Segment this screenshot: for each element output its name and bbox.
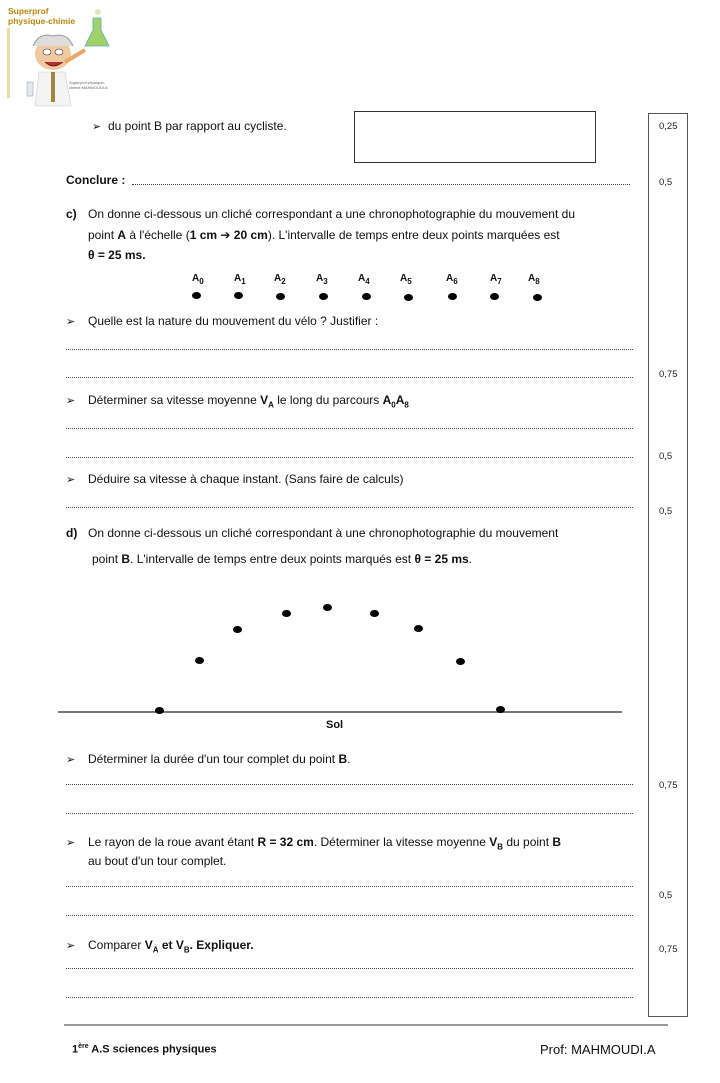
- answer-line[interactable]: [66, 784, 633, 785]
- point-b: [496, 706, 505, 713]
- text: A.S sciences physiques: [88, 1043, 217, 1056]
- answer-line[interactable]: [66, 349, 633, 350]
- question-vitesse-instant: [66, 470, 404, 489]
- arrow-bullet-icon: ➢: [66, 474, 76, 486]
- point-b: [370, 610, 379, 617]
- text: B: [338, 752, 348, 766]
- text: A: [117, 228, 127, 242]
- point-a4: [362, 293, 371, 300]
- point-a0: [192, 292, 201, 299]
- superprof-logo: [5, 2, 117, 110]
- section-c-line1: On donne ci-dessous un cliché correspondant a une chronophotographie du mouvement du: [88, 207, 575, 221]
- text: R = 32 cm: [257, 835, 314, 849]
- answer-line[interactable]: [66, 813, 633, 814]
- text: ). L'intervalle de temps entre deux points marquées est: [267, 228, 560, 242]
- section-c-theta: θ = 25 ms.: [88, 248, 146, 262]
- question-text: du point B par rapport au cycliste.: [108, 119, 287, 133]
- path-a0a8: $A_0A_8$: [382, 393, 409, 410]
- arrow-bullet-icon: ➢: [66, 837, 76, 849]
- point-a1: [234, 292, 243, 299]
- question-point-b-relative: [92, 117, 287, 136]
- text: point: [92, 552, 122, 566]
- arrow-bullet-icon: ➢: [92, 121, 102, 133]
- answer-line[interactable]: [66, 997, 633, 998]
- arrow-bullet-icon: ➢: [66, 316, 76, 328]
- point-b: [282, 610, 291, 617]
- mark-value: 0,5: [659, 451, 673, 462]
- section-d-line2: [92, 550, 472, 568]
- point-label-a1: $A_1$: [234, 273, 246, 286]
- logo-title-line2: physique-chimie: [8, 16, 76, 26]
- text: . L'intervalle de temps entre deux points marqués est: [130, 552, 415, 566]
- compare-text: $V_A$ et $V_B$. Expliquer.: [144, 938, 254, 955]
- text: .: [468, 552, 473, 566]
- answer-line[interactable]: [66, 457, 633, 458]
- footer-level: [72, 1038, 217, 1059]
- question-duree-tour: [66, 750, 350, 769]
- answer-line[interactable]: [132, 184, 630, 185]
- footer-divider: [64, 1024, 668, 1026]
- mark-value: 0,75: [659, 780, 678, 791]
- point-a8: [533, 294, 542, 301]
- point-b: [456, 658, 465, 665]
- answer-line[interactable]: [66, 507, 633, 508]
- point-a6: [448, 293, 457, 300]
- text: Déterminer sa vitesse moyenne: [88, 393, 261, 407]
- footer-author: Prof: MAHMOUDI.A: [540, 1042, 656, 1057]
- point-label-a6: $A_6$: [446, 273, 458, 286]
- answer-line[interactable]: [66, 428, 633, 429]
- question-nature-mouvement: [66, 312, 378, 331]
- point-b: [323, 604, 332, 611]
- point-b: [195, 657, 204, 664]
- text: Le rayon de la roue avant étant: [88, 835, 258, 849]
- logo-title-line1: Superprof: [8, 6, 49, 16]
- point-label-a2: $A_2$: [274, 273, 286, 286]
- section-c-label: c): [66, 207, 77, 221]
- text: ère: [78, 1043, 89, 1050]
- conclure-label: Conclure :: [66, 173, 126, 187]
- text: 1 cm: [189, 228, 218, 242]
- section-d-line1: On donne ci-dessous un cliché correspondant à une chronophotographie du mouvement: [88, 526, 559, 540]
- mark-value: 0,25: [659, 121, 678, 132]
- text: .: [347, 752, 351, 766]
- scientist-illustration-icon: [5, 2, 117, 110]
- mark-value: 0,75: [659, 944, 678, 955]
- point-label-a0: $A_0$: [192, 273, 204, 286]
- question-text: Déduire sa vitesse à chaque instant. (Sans faire de calculs): [88, 472, 404, 486]
- ground-line: [58, 711, 622, 713]
- question-vitesse-moyenne-va: [66, 391, 409, 414]
- logo-caption: Superprof physique-chimie MAHMOUDI.A: [69, 80, 108, 90]
- answer-line[interactable]: [66, 968, 633, 969]
- point-a2: [276, 293, 285, 300]
- mark-value: 0,5: [659, 177, 673, 188]
- point-a5: [404, 294, 413, 301]
- var-va: $V_A$: [260, 393, 274, 410]
- text: 20 cm: [233, 228, 268, 242]
- section-d-label: d): [66, 526, 78, 540]
- section-c-line2: [88, 226, 560, 244]
- arrow-bullet-icon: ➢: [66, 754, 76, 766]
- point-label-a4: $A_4$: [358, 273, 370, 286]
- text: B: [552, 835, 562, 849]
- text: 1: [72, 1043, 79, 1056]
- answer-line[interactable]: [66, 886, 633, 887]
- point-label-a3: $A_3$: [316, 273, 328, 286]
- answer-line[interactable]: [66, 915, 633, 916]
- right-arrow-icon: ➔: [220, 228, 231, 242]
- point-b: [155, 707, 164, 714]
- marks-column: [648, 113, 688, 1017]
- question-text: Quelle est la nature du mouvement du vélo ? Justifier :: [88, 314, 379, 328]
- answer-box[interactable]: [354, 111, 596, 163]
- arrow-bullet-icon: ➢: [66, 395, 76, 407]
- question-vb-line2: au bout d'un tour complet.: [88, 854, 227, 868]
- mark-value: 0,5: [659, 890, 673, 901]
- point-a3: [319, 293, 328, 300]
- point-label-a8: $A_8$: [528, 273, 540, 286]
- answer-line[interactable]: [66, 377, 633, 378]
- point-label-a7: $A_7$: [490, 273, 502, 286]
- arrow-bullet-icon: ➢: [66, 940, 76, 952]
- text: Déterminer la durée d'un tour complet du point: [88, 752, 339, 766]
- mark-value: 0,75: [659, 369, 678, 380]
- var-vb: $V_B$: [489, 835, 504, 852]
- text: du point: [503, 835, 553, 849]
- text: Comparer: [88, 938, 145, 952]
- text: le long du parcours: [273, 393, 383, 407]
- point-b: [233, 626, 242, 633]
- point-b: [414, 625, 423, 632]
- text: B: [121, 552, 131, 566]
- ground-label: Sol: [326, 719, 344, 731]
- text: point: [88, 228, 118, 242]
- question-comparer: [66, 936, 254, 959]
- mark-value: 0,5: [659, 506, 673, 517]
- point-a7: [490, 293, 499, 300]
- text: . Déterminer la vitesse moyenne: [313, 835, 490, 849]
- text: θ = 25 ms: [414, 552, 469, 566]
- point-label-a5: $A_5$: [400, 273, 412, 286]
- text: à l'échelle (: [126, 228, 190, 242]
